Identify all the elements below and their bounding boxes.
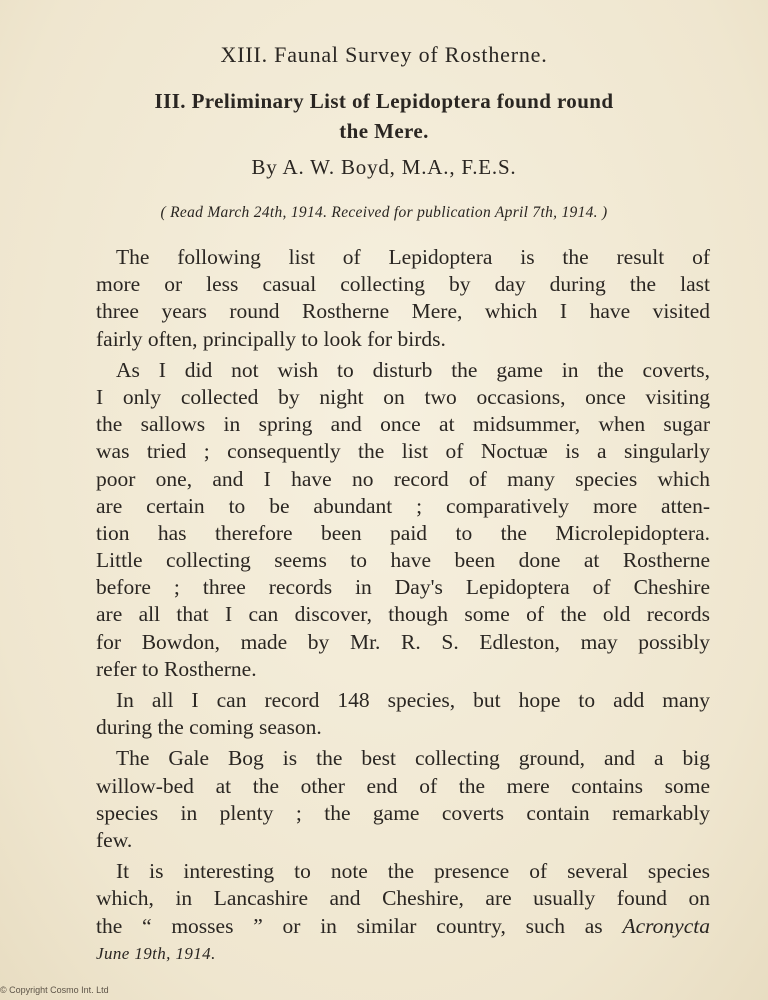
- paper-title: [0, 86, 768, 146]
- text-line: tion has therefore been paid to the Microlepidoptera.: [96, 520, 710, 545]
- text-fragment: the “ mosses ” or in similar country, such as: [96, 913, 603, 938]
- read-received-dates: ( Read March 24th, 1914. Received for publication April 7th, 1914. ): [160, 204, 608, 221]
- text-line: during the coming season.: [96, 715, 322, 740]
- text-line: It is interesting to note the presence of several species: [116, 859, 710, 884]
- text-line: As I did not wish to disturb the game in the coverts,: [116, 357, 710, 382]
- text-line: are all that I can discover, though some of the old records: [96, 602, 710, 627]
- text-line: was tried ; consequently the list of Noctuæ is a singularly: [96, 439, 710, 464]
- text-line: three years round Rostherne Mere, which I have visited: [96, 299, 710, 324]
- author-byline: By A. W. Boyd, M.A., F.E.S.: [251, 155, 517, 179]
- section-title: XIII. Faunal Survey of Rostherne.: [220, 42, 548, 67]
- text-line: species in plenty ; the game coverts contain remarkably: [96, 800, 710, 825]
- species-name: Acronycta: [622, 913, 710, 938]
- text-line: The following list of Lepidoptera is the result of: [116, 245, 710, 269]
- text-line: are certain to be abundant ; comparatively more atten-: [96, 493, 710, 518]
- text-line: few.: [96, 827, 133, 852]
- text-line: willow-bed at the other end of the mere contains some: [96, 773, 710, 798]
- text-line: which, in Lancashire and Cheshire, are usually found on: [96, 886, 710, 911]
- paper-title-line-2: the Mere.: [339, 119, 429, 143]
- text-line: refer to Rostherne.: [96, 656, 257, 681]
- copyright-watermark: © Copyright Cosmo Int. Ltd: [0, 985, 109, 995]
- text-line: more or less casual collecting by day during the last: [96, 272, 710, 297]
- paragraph-4: [96, 745, 710, 854]
- text-line-with-species: [96, 913, 710, 940]
- paragraph-5: [96, 858, 710, 940]
- text-line: before ; three records in Day's Lepidoptera of Cheshire: [96, 575, 710, 600]
- text-line: Little collecting seems to have been done at Rostherne: [96, 548, 710, 573]
- text-line: the sallows in spring and once at midsummer, when sugar: [96, 412, 710, 437]
- paper-title-line-1: III. Preliminary List of Lepidoptera found round: [154, 89, 614, 113]
- body-text: [96, 244, 710, 944]
- text-line: In all I can record 148 species, but hope to add many: [116, 688, 710, 712]
- text-line: The Gale Bog is the best collecting ground, and a big: [116, 746, 710, 771]
- footer-date: June 19th, 1914.: [96, 944, 216, 963]
- text-line: I only collected by night on two occasions, once visiting: [96, 384, 710, 409]
- paragraph-1: [96, 244, 710, 353]
- text-line: poor one, and I have no record of many species which: [96, 466, 710, 491]
- text-line: for Bowdon, made by Mr. R. S. Edleston, may possibly: [96, 629, 710, 654]
- paragraph-3: [96, 687, 710, 741]
- paragraph-2: [96, 357, 710, 683]
- text-line: fairly often, principally to look for birds.: [96, 326, 446, 351]
